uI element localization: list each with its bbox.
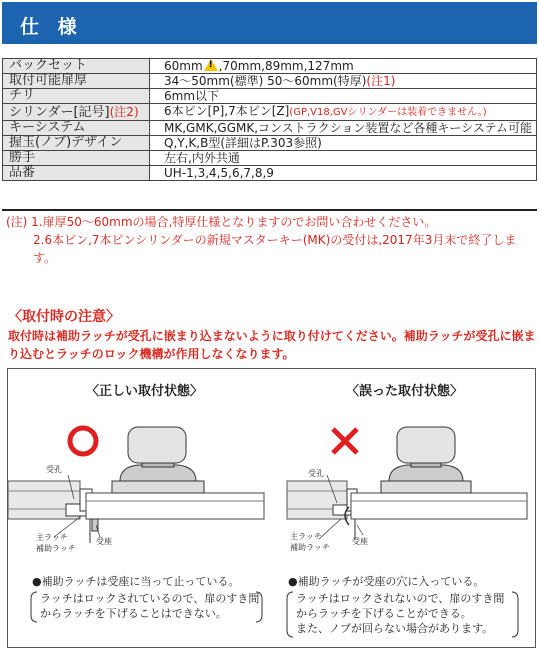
main-latch-label: 主ラッチ	[290, 532, 322, 541]
spec-label: チリ	[3, 89, 150, 104]
spec-value	[150, 104, 537, 121]
spec-value	[150, 74, 537, 89]
strike-hole-label: 受孔	[46, 465, 62, 474]
table-row	[3, 104, 537, 121]
table-row	[3, 89, 537, 104]
bracket-left	[286, 591, 294, 638]
spec-label: 取付可能扉厚	[3, 74, 150, 89]
correct-caption: 〈正しい取付状態〉	[86, 384, 204, 399]
correct-bullet: ●補助ラッチは受座に当って止っている。	[32, 575, 240, 588]
wrong-detail-3: また、ノブが回らない場合があります。	[296, 622, 494, 635]
correct-detail-2: からラッチを下げることはできない。	[40, 607, 227, 620]
note-ref: (注1)	[366, 74, 396, 88]
correct-detail-1: ラッチはロックされているので、扉のすき間	[40, 592, 260, 605]
bracket-left	[30, 591, 38, 623]
note-ref: (注2)	[109, 104, 139, 119]
wrong-caption: 〈誤った取付状態〉	[346, 384, 464, 399]
spec-value-text: 6本ピン[P],7本ピン[Z]	[164, 104, 290, 118]
spec-value-text: ,70mm,89mm,127mm	[218, 59, 354, 73]
table-row	[3, 166, 537, 181]
aux-latch-label: 補助ラッチ	[290, 543, 330, 552]
spec-value: 6mm以下	[150, 89, 537, 104]
caution-text: 取付時は補助ラッチが受孔に嵌まり込まないように取り付けてください。補助ラッチが受孔に嵌まり込むとラッチのロック機構が作用しなくなります。	[8, 329, 536, 361]
ng-cross-icon	[333, 429, 357, 453]
spec-value-text: 60mm	[164, 59, 203, 73]
spec-label: 品番	[3, 166, 150, 181]
table-row	[3, 151, 537, 166]
table-row	[3, 59, 537, 74]
warning-icon	[204, 59, 218, 71]
bracket-right	[255, 591, 263, 623]
section-title: 仕 様	[20, 16, 83, 38]
table-row	[3, 74, 537, 89]
table-bottom-rule	[2, 209, 537, 211]
spec-label: キーシステム	[3, 121, 150, 136]
strike-plate-label: 受座	[96, 537, 112, 546]
spec-value	[150, 59, 537, 74]
notes	[6, 213, 539, 267]
spec-value: MK,GMK,GGMK,コンストラクション装置など各種キーシステム可能	[150, 121, 537, 136]
note-2: 2.6本ピン,7本ピンシリンダーの新規マスターキー(MK)の受付は,2017年3月末で終了します。	[33, 233, 517, 265]
section-title-bar	[2, 2, 537, 44]
spec-value: 左右,内外共通	[150, 151, 537, 166]
spec-value: Q,Y,K,B型(詳細はP.303参照)	[150, 136, 537, 151]
spec-label	[3, 104, 150, 121]
installation-diagram-panel	[7, 368, 536, 648]
wrong-bullet: ●補助ラッチが受座の穴に入っている。	[288, 575, 485, 588]
bracket-right	[511, 591, 519, 638]
aux-latch-label: 補助ラッチ	[36, 544, 76, 553]
table-row	[3, 121, 537, 136]
spec-label: 握玉(ノブ)デザイン	[3, 136, 150, 151]
strike-hole-label: 受孔	[308, 469, 324, 478]
table-row	[3, 136, 537, 151]
main-latch-label: 主ラッチ	[36, 533, 68, 542]
note-1: (注) 1.扉厚50～60mmの場合,特厚仕様となりますのでお問い合わせください。	[6, 215, 437, 229]
spec-label: 勝手	[3, 151, 150, 166]
caution-title: 〈取付時の注意〉	[8, 309, 120, 325]
strike-plate-label: 受座	[352, 537, 368, 546]
spec-label-text: シリンダー[記号]	[9, 104, 110, 120]
spec-value: UH-1,3,4,5,6,7,8,9	[150, 166, 537, 181]
wrong-detail-1: ラッチはロックされないので、扉のすき間	[296, 592, 505, 605]
spec-value-text: 34～50mm(標準) 50～60mm(特厚)	[164, 74, 367, 88]
spec-label: バックセット	[3, 59, 150, 74]
spec-table	[2, 58, 537, 181]
wrong-detail-2: からラッチを下げることができる。	[296, 607, 472, 620]
ok-circle-icon	[70, 428, 96, 454]
spec-value-note: (GP,V18,GVシリンダーは装着できません。)	[289, 107, 487, 118]
